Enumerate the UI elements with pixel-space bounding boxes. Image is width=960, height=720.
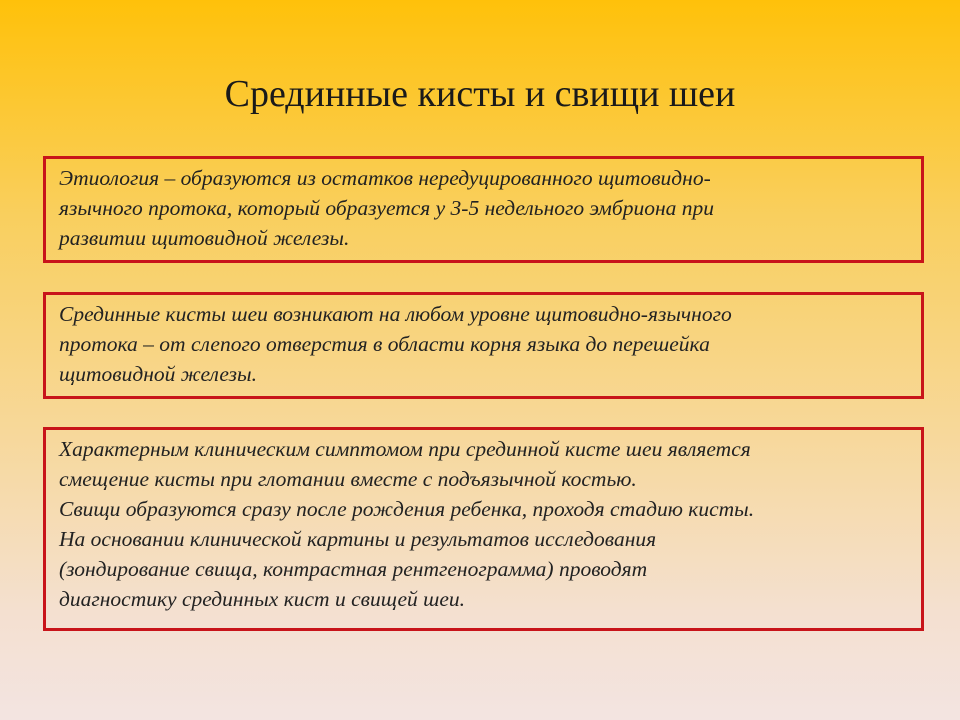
text-line: протока – от слепого отверстия в области корня языка до перешейка [59,332,710,356]
slide-title: Срединные кисты и свищи шеи [224,73,736,115]
text-line: На основании клинической картины и результатов исследования [59,527,657,551]
text-line: щитовидной железы. [59,362,257,386]
text-line: Свищи образуются сразу после рождения ребенка, проходя стадию кисты. [59,497,755,521]
text-line: диагностику срединных кист и свищей шеи. [59,587,466,611]
text-line: Этиология – образуются из остатков нередуцированного щитовидно- [59,166,711,190]
text-line: (зондирование свища, контрастная рентгенограмма) проводят [59,557,648,581]
text-line: язычного протока, который образуется у 3-5 недельного эмбриона при [59,196,714,220]
location-box [43,292,924,399]
text-line: развитии щитовидной железы. [59,226,350,250]
text-line: Характерным клиническим симптомом при срединной кисте шеи является [59,437,751,461]
etiology-box [43,156,924,263]
text-line: Срединные кисты шеи возникают на любом уровне щитовидно-язычного [59,302,732,326]
text-line: смещение кисты при глотании вместе с подъязычной костью. [59,467,637,491]
clinical-box [43,427,924,631]
